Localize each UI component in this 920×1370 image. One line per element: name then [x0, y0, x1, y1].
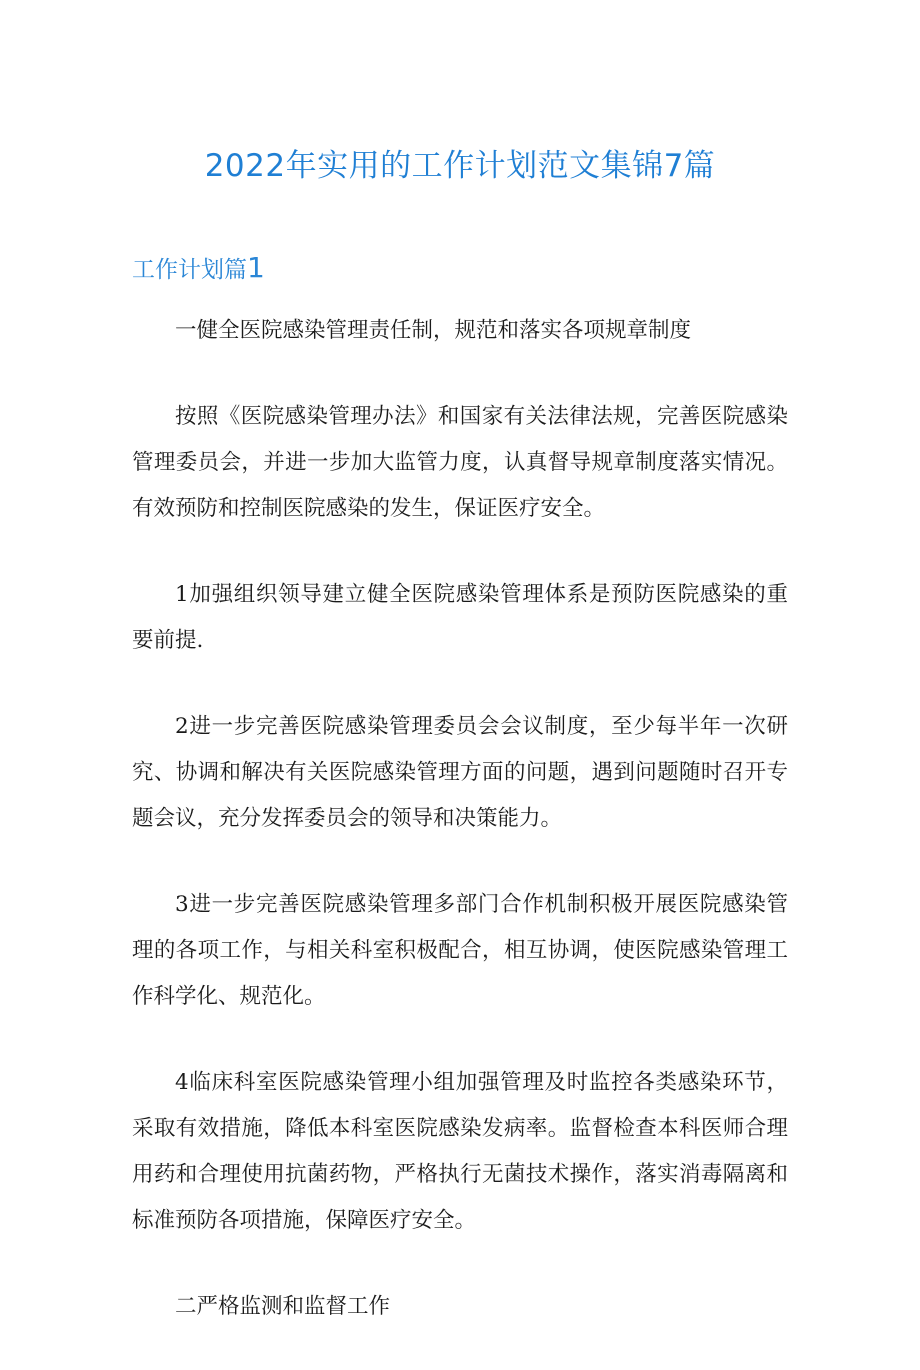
paragraph-3: 1加强组织领导建立健全医院感染管理体系是预防医院感染的重要前提. — [132, 582, 788, 653]
section-heading-text: 工作计划篇 — [132, 257, 247, 283]
paragraph-1: 一健全医院感染管理责任制，规范和落实各项规章制度 — [175, 318, 692, 343]
document-body — [132, 308, 788, 1370]
paragraph-2: 按照《医院感染管理办法》和国家有关法律法规，完善医院感染管理委员会，并进一步加大监管力度，认真督导规章制度落实情况。有效预防和控制医院感染的发生，保证医疗安全。 — [132, 404, 788, 521]
paragraph-7: 二严格监测和监督工作 — [175, 1294, 391, 1319]
paragraph-4: 2进一步完善医院感染管理委员会会议制度，至少每半年一次研究、协调和解决有关医院感染管理方面的问题，遇到问题随时召开专题会议，充分发挥委员会的领导和决策能力。 — [132, 714, 788, 831]
section-heading — [132, 248, 265, 290]
paragraph-6: 4临床科室医院感染管理小组加强管理及时监控各类感染环节，采取有效措施，降低本科室医院感染发病率。监督检查本科医师合理用药和合理使用抗菌药物，严格执行无菌技术操作，落实消毒隔离和标准预防各项措施，保障医疗安全。 — [132, 1070, 788, 1233]
document-title: 2022年实用的工作计划范文集锦7篇 — [204, 148, 716, 184]
paragraph-5: 3进一步完善医院感染管理多部门合作机制积极开展医院感染管理的各项工作，与相关科室积极配合，相互协调，使医院感染管理工作科学化、规范化。 — [132, 892, 788, 1009]
section-heading-number: 1 — [247, 251, 265, 284]
